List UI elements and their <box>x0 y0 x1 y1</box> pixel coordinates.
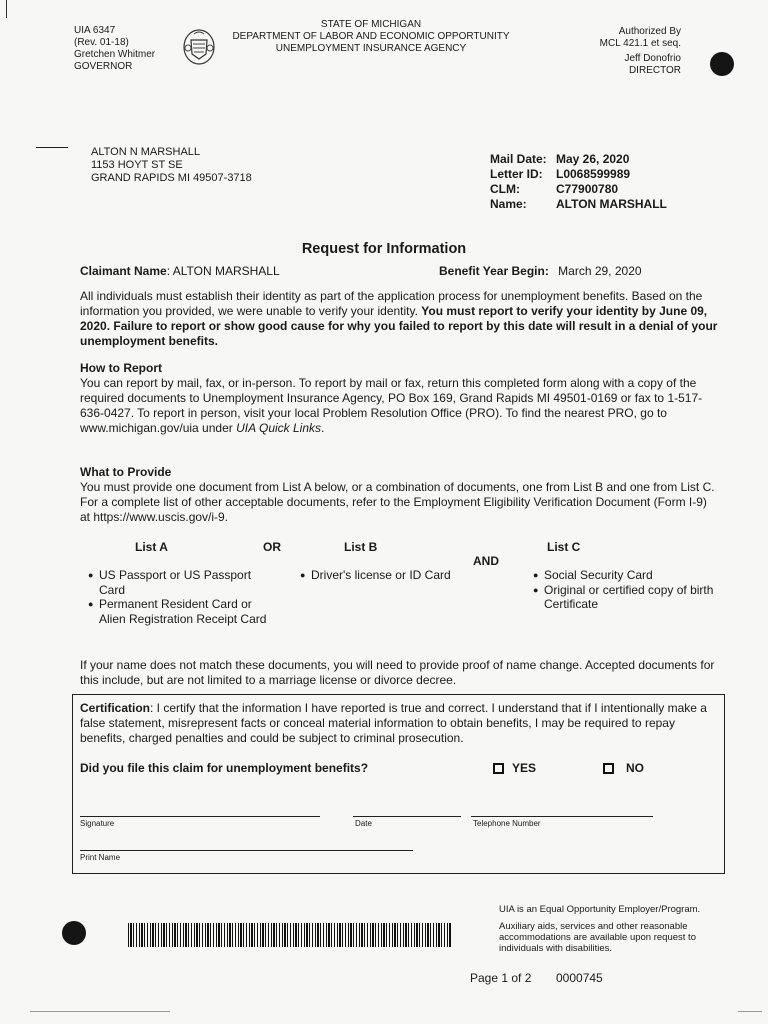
mail-info <box>490 152 667 212</box>
form-number: UIA 6347 <box>74 25 116 36</box>
or-label: OR <box>263 540 281 554</box>
signature-line[interactable] <box>80 816 320 817</box>
bullet-icon: ● <box>533 570 539 580</box>
punch-hole-top <box>710 52 734 76</box>
edge-mark <box>6 0 7 18</box>
list-b-title: List B <box>344 540 378 554</box>
bullet-icon: ● <box>300 570 306 580</box>
quick-links-text: UIA Quick Links <box>236 421 322 435</box>
yes-label: YES <box>512 761 537 775</box>
list-a <box>88 568 268 626</box>
no-checkbox[interactable] <box>603 763 614 774</box>
michigan-seal-icon <box>182 28 216 66</box>
intro-bold-text: You must report to verify your identity by June 09, 2020. Failure to report or show good cause for why you failed to report by this date will result in a denial of your unemployment benefits. <box>80 304 718 348</box>
list-b <box>300 568 470 583</box>
fold-mark <box>36 147 68 148</box>
list-item <box>300 568 470 583</box>
certification-text <box>80 701 716 746</box>
recipient-name: ALTON N MARSHALL <box>91 146 201 158</box>
recipient-city: GRAND RAPIDS MI 49507-3718 <box>91 172 252 184</box>
print-name-label: Print Name <box>80 853 121 862</box>
letter-id-row <box>490 167 667 182</box>
how-to-report-heading: How to Report <box>80 361 162 375</box>
intro-text: All individuals must establish their identity as part of the application process for unemployment benefits. Based on the information you provided, we were unable to verify your identity. <box>80 289 703 318</box>
eeo-statement: UIA is an Equal Opportunity Employer/Program. <box>499 904 701 915</box>
list-c <box>533 568 728 612</box>
bottom-edge-line-left <box>30 1011 170 1012</box>
signature-label: Signature <box>80 819 115 828</box>
state-name: STATE OF MICHIGAN <box>320 19 422 30</box>
list-a-item-1: US Passport or US Passport Card <box>99 568 252 597</box>
mcl-reference: MCL 421.1 et seq. <box>599 38 681 49</box>
page-number: Page 1 of 2 <box>470 971 532 985</box>
what-to-provide-heading: What to Provide <box>80 465 172 479</box>
bullet-icon: ● <box>533 584 539 595</box>
mail-date-label: Mail Date: <box>490 152 547 166</box>
how-to-report-text <box>80 376 720 436</box>
yes-option[interactable] <box>493 761 536 775</box>
mail-date-row <box>490 152 667 167</box>
how-to-report-end: . <box>321 421 325 435</box>
list-a-item-2: Permanent Resident Card or Alien Registration Receipt Card <box>99 597 267 626</box>
name-row <box>490 197 667 212</box>
bullet-icon: ● <box>88 599 94 609</box>
no-label: NO <box>626 761 644 775</box>
mail-date-value: May 26, 2020 <box>556 152 630 166</box>
page-title: Request for Information <box>301 241 467 257</box>
mailing-address <box>91 146 252 185</box>
document-code: 0000745 <box>556 971 603 985</box>
benefit-year-label: Benefit Year Begin: <box>439 264 549 278</box>
punch-hole-bottom <box>62 921 86 945</box>
agency-name: UNEMPLOYMENT INSURANCE AGENCY <box>275 43 467 54</box>
phone-label: Telephone Number <box>473 819 541 828</box>
certification-label: Certification <box>80 701 151 715</box>
date-label: Date <box>355 819 372 828</box>
no-option[interactable] <box>603 761 644 775</box>
recipient-street: 1153 HOYT ST SE <box>91 159 183 171</box>
clm-label: CLM: <box>490 182 520 196</box>
list-item <box>88 568 268 597</box>
department-name: DEPARTMENT OF LABOR AND ECONOMIC OPPORTUNITY <box>232 31 510 42</box>
director-title: DIRECTOR <box>628 65 681 76</box>
list-c-item-2: Original or certified copy of birth Certificate <box>544 582 714 611</box>
list-b-item-1: Driver's license or ID Card <box>311 568 451 582</box>
director-name: Jeff Donofrio <box>624 53 681 64</box>
form-revision: (Rev. 01-18) <box>74 37 129 48</box>
bullet-icon: ● <box>88 570 94 580</box>
benefit-year-value: March 29, 2020 <box>558 264 642 278</box>
list-c-title: List C <box>547 540 581 554</box>
governor-title: GOVERNOR <box>74 61 133 72</box>
agency-block <box>228 19 514 55</box>
phone-line[interactable] <box>471 816 653 817</box>
name-value: ALTON MARSHALL <box>556 197 667 211</box>
intro-paragraph <box>80 289 720 349</box>
bottom-edge-line-right <box>738 1011 762 1012</box>
barcode-icon <box>128 923 452 947</box>
name-change-text: If your name does not match these documents, you will need to provide proof of name change. Accepted documents for this include, but are not limited to a marriage license or divorce decree. <box>80 658 715 687</box>
list-item <box>88 597 268 626</box>
claimant-label: Claimant Name <box>80 264 167 278</box>
list-c-item-1: Social Security Card <box>544 568 653 582</box>
authorized-by: Authorized By <box>618 26 681 37</box>
governor-name: Gretchen Whitmer <box>74 49 156 60</box>
how-to-report-body: You can report by mail, fax, or in-person. To report by mail or fax, return this completed form along with a copy of the required documents to Unemployment Insurance Agency, PO Box 169, Grand Rapids MI 49501-0169 or fax to 1-517-636-0427. To report in person, visit your local Problem Resolution Office (PRO). To find the nearest PRO, go to www.michigan.gov/uia under <box>80 376 703 435</box>
list-a-title: List A <box>135 540 168 554</box>
authority-block <box>560 26 681 77</box>
list-item <box>533 568 728 583</box>
certification-body: : I certify that the information I have reported is true and correct. I understand that if I intentionally make a false statement, misrepresent facts or conceal material information to obtain benefits, I may be required to repay benefits, charged penalties and could be subject to criminal prosecution. <box>80 701 707 745</box>
date-line[interactable] <box>353 816 461 817</box>
claimant-name <box>80 264 280 278</box>
print-name-line[interactable] <box>80 850 413 851</box>
clm-row <box>490 182 667 197</box>
letter-id-label: Letter ID: <box>490 167 543 181</box>
certification-box <box>72 694 725 874</box>
yes-checkbox[interactable] <box>493 763 504 774</box>
letter-id-value: L0068599989 <box>556 167 631 181</box>
clm-value: C77900780 <box>556 182 619 196</box>
form-id-block <box>74 25 155 73</box>
benefit-year <box>439 264 642 278</box>
name-label: Name: <box>490 197 527 211</box>
claimant-value: : ALTON MARSHALL <box>166 264 280 278</box>
accommodations-note: Auxiliary aids, services and other reasonable accommodations are available upon request to individuals with disabilities. <box>499 921 696 954</box>
what-to-provide-text: You must provide one document from List A below, or a combination of documents, one from List B and one from List C. For a complete list of other acceptable documents, refer to the Employment Eligibility Verification Document (Form I-9) at https://www.uscis.gov/i-9. <box>80 480 715 524</box>
list-item <box>533 583 728 612</box>
and-label: AND <box>473 554 499 568</box>
claim-question: Did you file this claim for unemployment benefits? <box>80 761 369 775</box>
